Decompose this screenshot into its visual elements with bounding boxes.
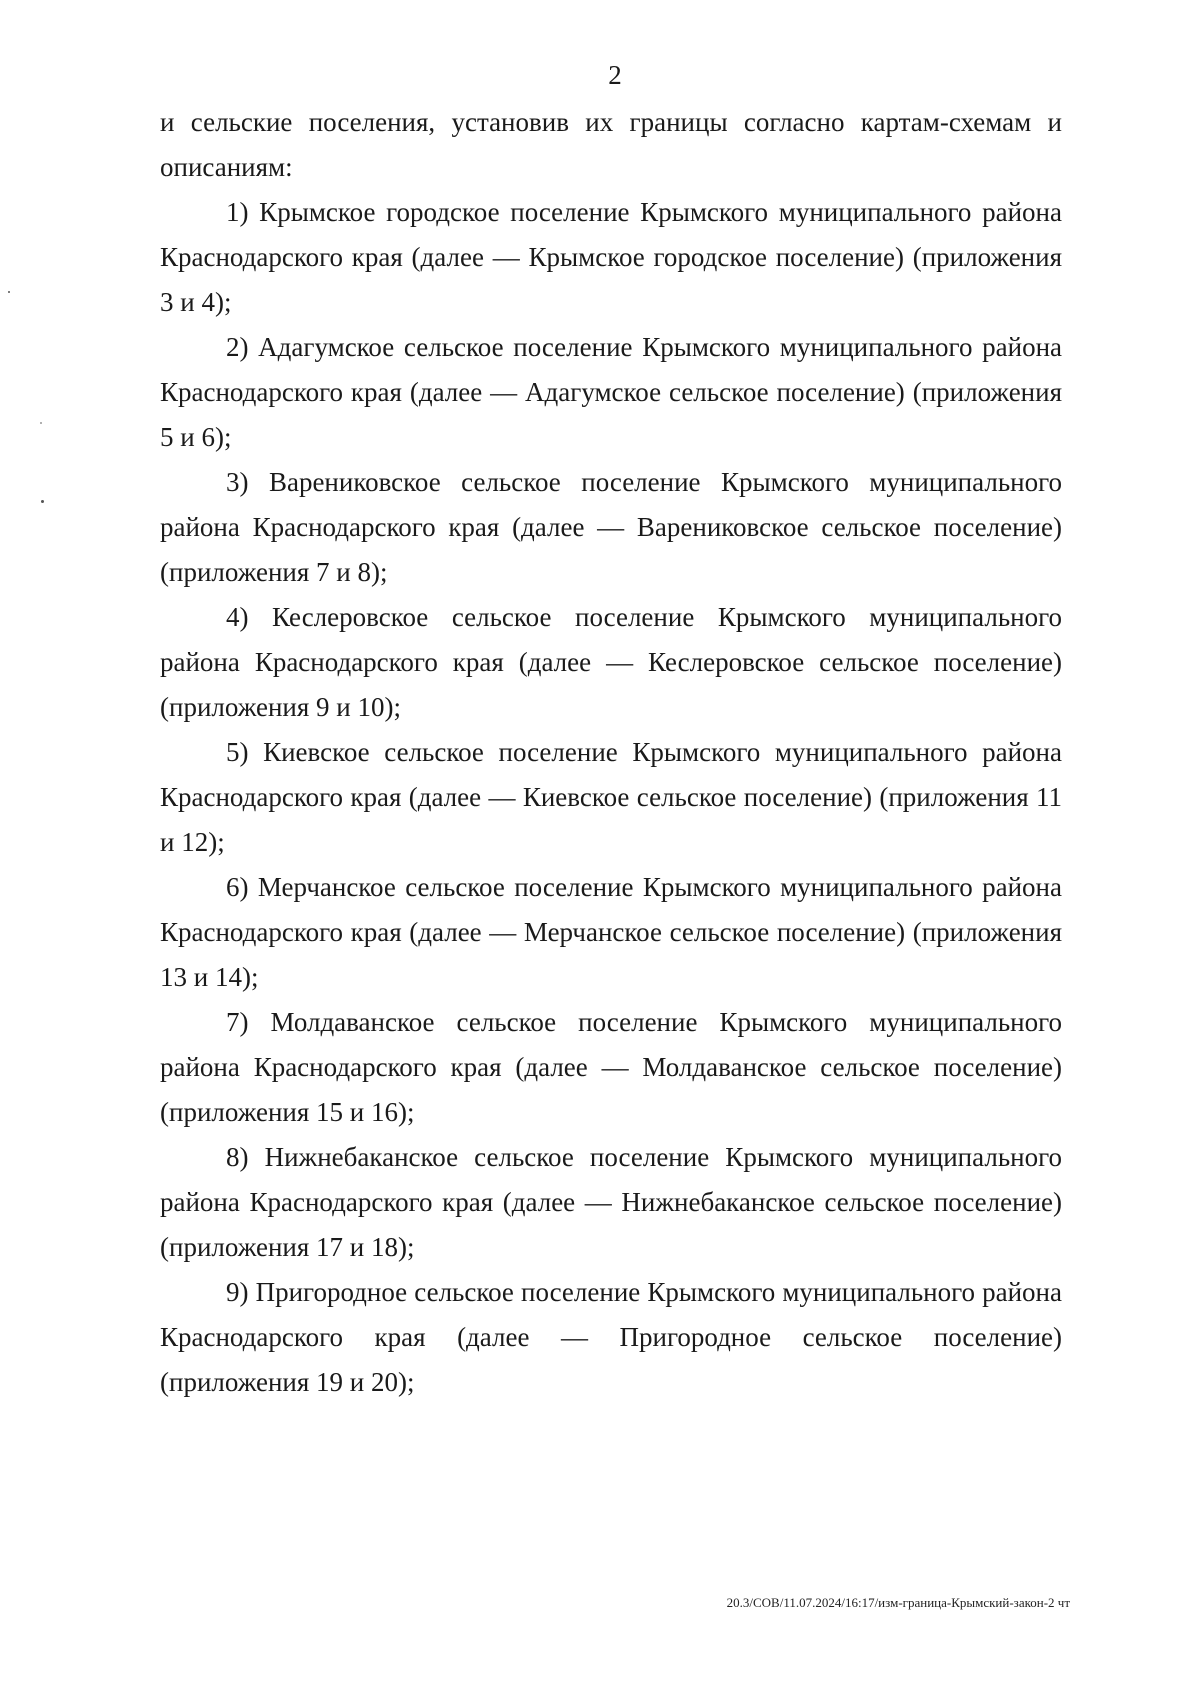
scan-speck <box>8 291 10 293</box>
list-item-5: 5) Киевское сельское поселение Крымского муниципального района Краснодарского края (далее — Киевское сельское поселение) (приложения 11 и 12); <box>160 737 1062 857</box>
list-item-3: 3) Варениковское сельское поселение Крымского муниципального района Краснодарского края (далее — Варениковское сельское поселение) (приложения 7 и 8); <box>160 467 1062 587</box>
page-number: 2 <box>608 60 622 90</box>
list-item-2: 2) Адагумское сельское поселение Крымского муниципального района Краснодарского края (далее — Адагумское сельское поселение) (приложения 5 и 6); <box>160 332 1062 452</box>
list-item-7: 7) Молдаванское сельское поселение Крымского муниципального района Краснодарского края (далее — Молдаванское сельское поселение) (приложения 15 и 16); <box>160 1007 1062 1127</box>
document-footer: 20.3/СОВ/11.07.2024/16:17/изм-граница-Крымский-закон-2 чт <box>726 1595 1070 1610</box>
scan-speck <box>41 500 44 503</box>
list-item-4: 4) Кеслеровское сельское поселение Крымского муниципального района Краснодарского края (далее — Кеслеровское сельское поселение) (приложения 9 и 10); <box>160 602 1062 722</box>
list-item-9: 9) Пригородное сельское поселение Крымского муниципального района Краснодарского края (далее — Пригородное сельское поселение) (приложения 19 и 20); <box>160 1277 1062 1397</box>
scan-speck <box>40 422 42 424</box>
list-item-8: 8) Нижнебаканское сельское поселение Крымского муниципального района Краснодарского края (далее — Нижнебаканское сельское поселение) (приложения 17 и 18); <box>160 1142 1062 1262</box>
intro-paragraph: и сельские поселения, установив их границы согласно картам-схемам и описаниям: <box>160 107 1062 182</box>
list-item-6: 6) Мерчанское сельское поселение Крымского муниципального района Краснодарского края (далее — Мерчанское сельское поселение) (приложения 13 и 14); <box>160 872 1062 992</box>
list-item-1: 1) Крымское городское поселение Крымского муниципального района Краснодарского края (далее — Крымское городское поселение) (приложения 3 и 4); <box>160 197 1062 317</box>
document-body <box>160 100 1062 1405</box>
